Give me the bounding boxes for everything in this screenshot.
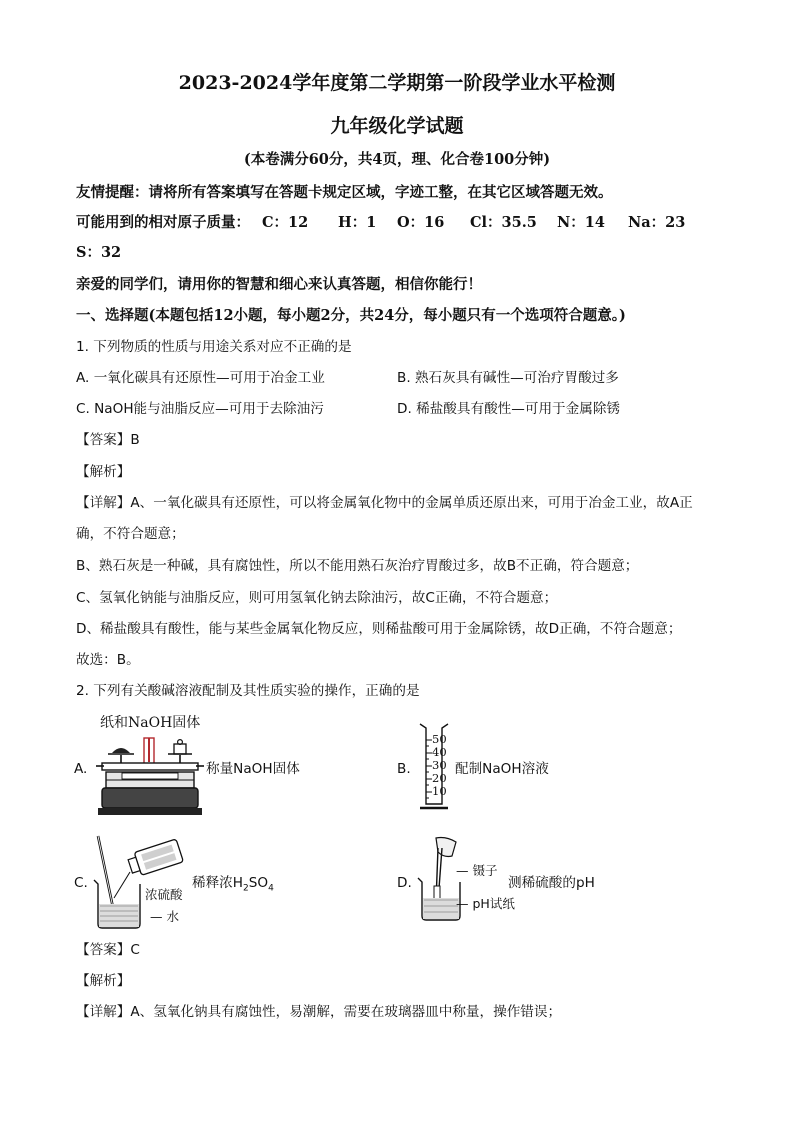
- q2-option-a-caption: 称量NaOH固体: [206, 761, 300, 777]
- q2-option-c-label-acid: 浓硫酸: [145, 887, 183, 902]
- cylinder-tick-50: 50: [432, 732, 447, 746]
- exam-subtitle: 九年级化学试题: [330, 115, 464, 137]
- atomic-mass-cl: Cl：35.5: [470, 214, 537, 231]
- q2-option-c-letter: C.: [74, 875, 88, 891]
- reminder: 友情提醒：请将所有答案填写在答题卡规定区域，字迹工整，在其它区域答题无效。: [76, 184, 613, 201]
- atomic-mass-s: S：32: [76, 244, 122, 261]
- q2-option-b-letter: B.: [397, 761, 411, 777]
- q2-option-d-caption: 测稀硫酸的pH: [508, 875, 595, 891]
- q1-detail-5: D、稀盐酸具有酸性，能与某些金属氧化物反应，则稀盐酸可用于金属除锈，故D正确，不符合题意；: [76, 621, 682, 637]
- atomic-masses-label: 可能用到的相对原子质量：: [76, 214, 250, 231]
- q2-answer: 【答案】C: [76, 942, 140, 958]
- q2-option-c-caption: [192, 875, 274, 895]
- q1-option-b: B. 熟石灰具有碱性—可治疗胃酸过多: [397, 370, 619, 386]
- ph-paper-label-text: pH试纸: [472, 896, 515, 911]
- caption-c-sub: 2: [243, 883, 249, 894]
- q1-detail-3: B、熟石灰是一种碱，具有腐蚀性，所以不能用熟石灰治疗胃酸过多，故B不正确，符合题意；: [76, 558, 639, 574]
- q2-option-d-letter: D.: [397, 875, 412, 891]
- section-heading: 一、选择题(本题包括12小题，每小题2分，共24分，每小题只有一个选项符合题意。): [76, 307, 626, 324]
- q1-option-a: A. 一氧化碳具有还原性—可用于冶金工业: [76, 370, 325, 386]
- q2-option-c-label-water: — 水: [150, 909, 179, 924]
- q2-detail-1: 【详解】A、氢氧化钠具有腐蚀性，易潮解，需要在玻璃器皿中称量，操作错误；: [76, 1004, 562, 1020]
- exam-title: 2023-2024学年度第二学期第一阶段学业水平检测: [178, 72, 616, 94]
- atomic-mass-na: Na：23: [628, 214, 686, 231]
- caption-c-pre: 稀释浓H: [192, 875, 244, 891]
- q2-option-d-label-paper: — pH试纸: [456, 896, 515, 911]
- balance-figure: [94, 732, 206, 818]
- q1-answer: 【答案】B: [76, 432, 140, 448]
- exam-note: (本卷满分60分，共4页，理、化合卷100分钟): [243, 151, 551, 168]
- q1-option-c: C. NaOH能与油脂反应—可用于去除油污: [76, 401, 324, 417]
- cylinder-tick-40: 40: [432, 745, 447, 759]
- cylinder-tick-30: 30: [432, 758, 447, 772]
- encourage-text: 亲爱的同学们，请用你的智慧和细心来认真答题，相信你能行！: [76, 276, 482, 293]
- caption-c-sub2: 4: [268, 883, 274, 894]
- q2-option-a-figure-label: 纸和NaOH固体: [100, 715, 201, 731]
- caption-c-post: SO: [248, 875, 269, 891]
- q1-detail-1: 【详解】A、一氧化碳具有还原性，可以将金属氧化物中的金属单质还原出来，可用于冶金工业，故A正: [76, 495, 693, 511]
- atomic-mass-n: N：14: [557, 214, 605, 231]
- tweezers-label-text: 镊子: [472, 863, 498, 878]
- q2-option-d-label-tweezers: — 镊子: [456, 863, 498, 878]
- cylinder-tick-20: 20: [432, 771, 447, 785]
- water-label-text: 水: [166, 909, 179, 924]
- atomic-mass-h: H：1: [338, 214, 377, 231]
- q1-analysis: 【解析】: [76, 464, 131, 480]
- q1-detail-2: 确，不符合题意；: [76, 526, 185, 542]
- q2-option-b-caption: 配制NaOH溶液: [455, 761, 549, 777]
- q1-detail-6: 故选：B。: [76, 652, 140, 668]
- atomic-mass-c: C：12: [262, 214, 309, 231]
- q1-option-d: D. 稀盐酸具有酸性—可用于金属除锈: [397, 401, 621, 417]
- q2-option-a-letter: A.: [74, 761, 88, 777]
- atomic-mass-o: O：16: [397, 214, 445, 231]
- q2-analysis: 【解析】: [76, 973, 131, 989]
- q2-stem: 2. 下列有关酸碱溶液配制及其性质实验的操作，正确的是: [76, 683, 420, 699]
- cylinder-tick-10: 10: [432, 784, 447, 798]
- q1-stem: 1. 下列物质的性质与用途关系对应不正确的是: [76, 339, 352, 355]
- q1-detail-4: C、氢氧化钠能与油脂反应，则可用氢氧化钠去除油污，故C正确，不符合题意；: [76, 590, 558, 606]
